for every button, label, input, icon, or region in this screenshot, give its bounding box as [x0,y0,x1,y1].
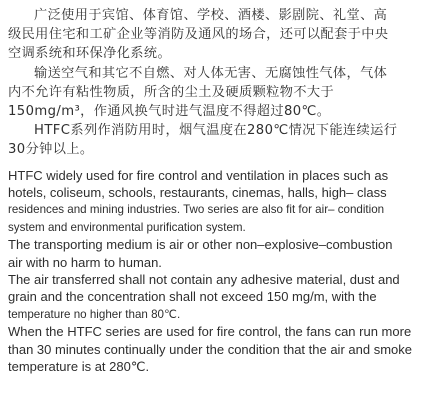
text-line: than 30 minutes continually under the condition that the air and smoke [8,341,412,357]
chinese-paragraph-medium [8,64,422,122]
text-line: temperature no higher than 80℃. [8,307,181,321]
english-section [8,167,422,376]
text-line: The air transferred shall not contain any adhesive material, dust and [8,272,400,288]
text-line: 空调系统和环保净化系统。 [8,46,172,62]
text-line: The transporting medium is air or other non–explosive–combustion [8,237,393,253]
text-line: grain and the concentration shall not exceed 150 mg/m, with the [8,289,377,305]
text-line: HTFC系列作消防用时，烟气温度在280℃情况下能连续运行 [34,123,398,139]
text-line: 150mg/m³，作通风换气时进气温度不得超过80℃。 [8,104,331,120]
chinese-paragraph-applications [8,6,422,64]
text-line: 30分钟以上。 [8,142,94,158]
text-line: air with no harm to human. [8,254,162,270]
text-line: HTFC widely used for fire control and ventilation in places such as [8,167,389,183]
english-paragraph-dust-limit [8,271,422,323]
text-line: 输送空气和其它不自燃、对人体无害、无腐蚀性气体，气体 [34,65,388,81]
chinese-paragraph-fire-control [8,121,422,159]
text-line: residences and mining industries. Two series are also fit for air– condition [8,203,385,217]
text-line: system and environmental purification system. [8,220,246,234]
english-paragraph-medium [8,236,422,271]
english-paragraph-fire-control [8,323,422,375]
text-line: temperature is at 280℃. [8,359,150,375]
text-line: 内不允许有粘性物质，所含的尘土及硬质颗粒物不大于 [8,84,335,100]
text-line: 广泛使用于宾馆、体育馆、学校、酒楼、影剧院、礼堂、高 [34,8,388,23]
text-line: 级民用住宅和工矿企业等消防及通风的场合，还可以配套于中央 [8,27,389,43]
english-paragraph-applications [8,167,422,237]
text-line: hotels, coliseum, schools, restaurants, cinemas, halls, high– class [8,185,387,201]
text-line: When the HTFC series are used for fire control, the fans can run more [8,324,412,340]
